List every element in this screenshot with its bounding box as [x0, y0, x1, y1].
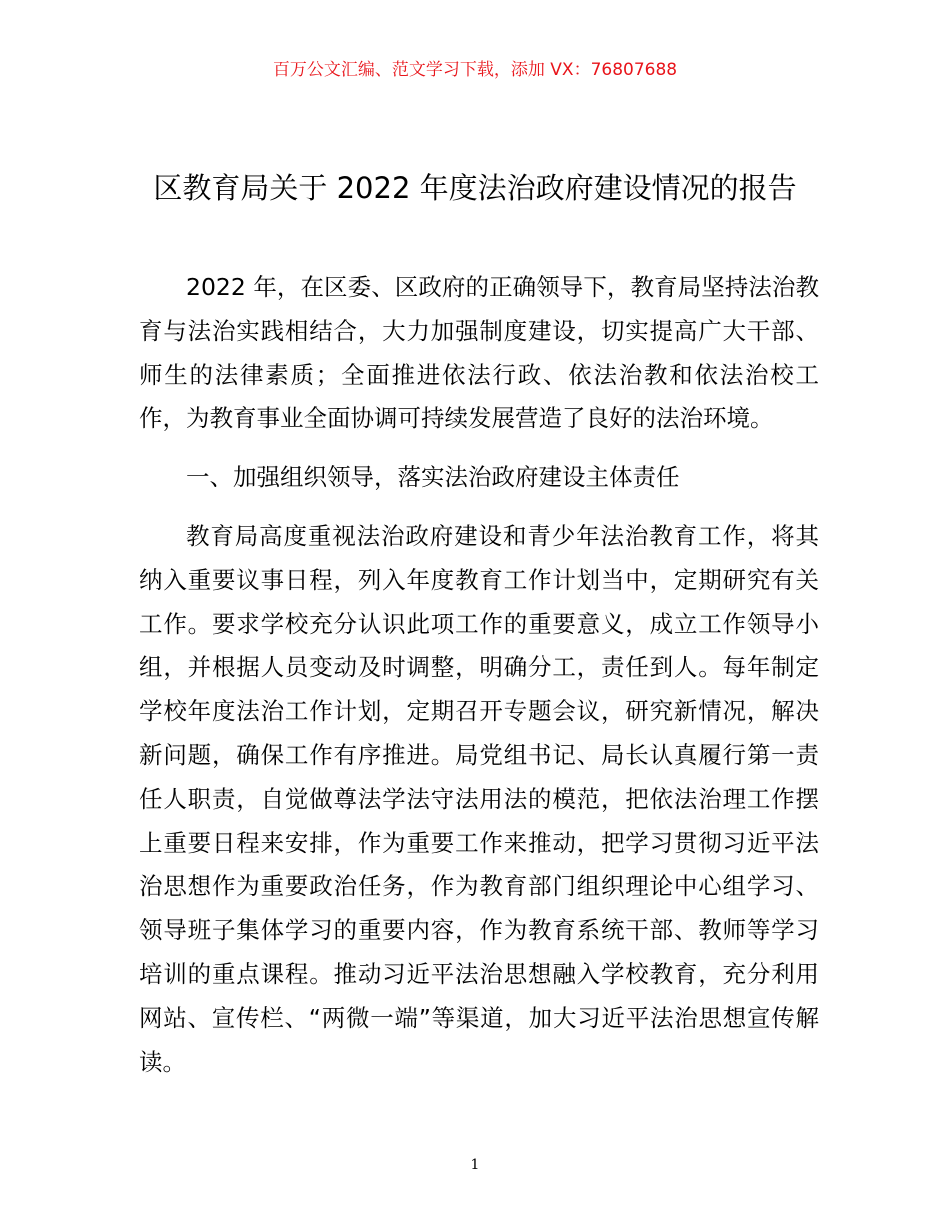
document-title: 区教育局关于 2022 年度法治政府建设情况的报告 [153, 171, 797, 205]
header-watermark-note: 百万公文汇编、范文学习下载，添加 VX：76807688 [272, 60, 678, 80]
paragraph-section-1: 教育局高度重视法治政府建设和青少年法治教育工作，将其纳入重要议事日程，列入年度教育工作计划当中，定期研究有关工作。要求学校充分认识此项工作的重要意义，成立工作领导小组，并根据人员变动及时调整，明确分工，责任到人。每年制定学校年度法治工作计划，定期召开专题会议，研究新情况，解决新问题，确保工作有序推进。局党组书记、局长认真履行第一责任人职责，自觉做尊法学法守法用法的模范，把依法治理工作摆上重要日程来安排，作为重要工作来推动，把学习贯彻习近平法治思想作为重要政治任务，作为教育部门组织理论中心组学习、领导班子集体学习的重要内容，作为教育系统干部、教师等学习培训的重点课程。推动习近平法治思想融入学校教育，充分利用网站、宣传栏、“两微一端”等渠道，加大习近平法治思想宣传解读。 [139, 521, 819, 1076]
paragraph-intro: 2022 年，在区委、区政府的正确领导下，教育局坚持法治教育与法治实践相结合，大力加强制度建设，切实提高广大干部、师生的法律素质；全面推进依法行政、依法治教和依法治校工作，为教育事业全面协调可持续发展营造了良好的法治环境。 [139, 273, 819, 433]
document-body [139, 266, 819, 1084]
page-number: 1 [470, 1157, 480, 1173]
section-heading-1: 一、加强组织领导，落实法治政府建设主体责任 [186, 463, 680, 492]
